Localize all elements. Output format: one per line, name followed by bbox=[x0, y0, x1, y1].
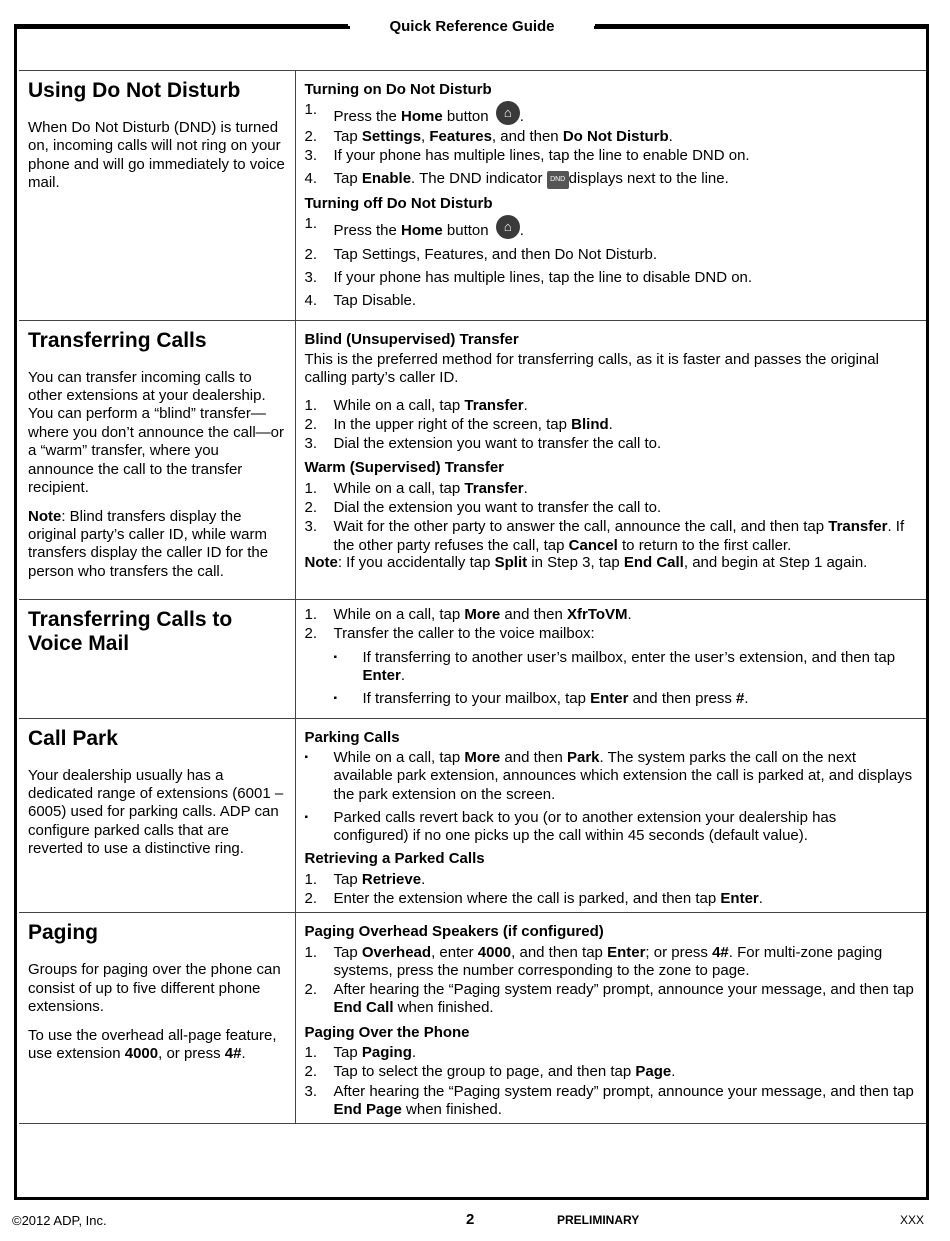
list-item: 4. Tap Enable. The DND indicator DND displays next to the line. bbox=[304, 170, 729, 188]
paging-description: Groups for paging over the phone can consist of up to five different phone extensions. bbox=[28, 961, 281, 1016]
retrieve-steps bbox=[305, 871, 915, 909]
footer-copyright: ©2012 ADP, Inc. bbox=[12, 1213, 107, 1228]
transfer-left-cell bbox=[19, 320, 295, 599]
paging-overhead-note: To use the overhead all-page feature, use extension 4000, or press 4#. bbox=[28, 1026, 277, 1062]
list-item: ▪ If transferring to another user’s mailbox, enter the user’s extension, and then tap Enter. bbox=[333, 648, 896, 685]
paging-overhead-title: Paging Overhead Speakers (if configured) bbox=[304, 923, 604, 941]
list-item: 3. Dial the extension you want to transfer the call to. bbox=[304, 435, 662, 453]
list-item: 2. In the upper right of the screen, tap Blind. bbox=[304, 415, 613, 433]
parking-bullets bbox=[305, 749, 915, 845]
transfer-split-note: Note: If you accidentally tap Split in Step 3, tap End Call, and begin at Step 1 again. bbox=[304, 553, 868, 571]
header-rule-left bbox=[14, 24, 348, 27]
blind-transfer-title: Blind (Unsupervised) Transfer bbox=[304, 330, 519, 348]
dnd-off-steps bbox=[305, 215, 915, 310]
paging-overhead-steps bbox=[305, 944, 915, 1018]
list-item: 2. Dial the extension you want to transfer the call to. bbox=[304, 499, 662, 517]
paging-left-cell bbox=[19, 913, 295, 1124]
park-right-cell bbox=[295, 718, 926, 913]
header-rule-right bbox=[595, 24, 929, 27]
list-item: ▪ While on a call, tap More and then Park. The system parks the call on the next available park extension, announces which extension the call is parked at, and displays the park extension on the screen. bbox=[304, 748, 913, 803]
list-item: 1. While on a call, tap Transfer. bbox=[304, 396, 528, 414]
home-icon: ⌂ bbox=[496, 101, 520, 125]
transfer-note: Note: Blind transfers display the original party’s caller ID, while warm transfers display the caller ID for the person who transfers the call. bbox=[28, 507, 269, 580]
list-item: 1. Press the Home button ⌂ . bbox=[304, 101, 524, 126]
footer-page-number: 2 bbox=[466, 1211, 475, 1228]
list-item: 4. Tap Disable. bbox=[304, 292, 417, 310]
list-item: 2. After hearing the “Paging system ready” prompt, announce your message, and then tap End Call when finished. bbox=[304, 981, 914, 1017]
voicemail-left-cell bbox=[19, 600, 295, 718]
park-row bbox=[19, 718, 926, 913]
dnd-row bbox=[19, 71, 926, 321]
voicemail-title: Transferring Calls to Voice Mail bbox=[28, 608, 233, 656]
paging-row bbox=[19, 913, 926, 1124]
dnd-indicator-icon: DND bbox=[547, 171, 569, 189]
park-description: Your dealership usually has a dedicated range of extensions (6001 – 6005) used for parking calls. ADP can configure parked calls that are reverted to use a distinctive ring. bbox=[28, 766, 284, 858]
list-item: ▪ If transferring to your mailbox, tap Enter and then press #. bbox=[333, 690, 749, 708]
home-icon: ⌂ bbox=[496, 215, 520, 239]
transfer-right-cell bbox=[295, 320, 926, 599]
list-item: 2. Transfer the caller to the voice mailbox: bbox=[304, 625, 595, 643]
warm-transfer-steps bbox=[305, 480, 915, 555]
list-item: ▪ Parked calls revert back to you (or to another extension your dealership has configured) if no one picks up the call within 45 seconds (default value). bbox=[304, 808, 837, 845]
list-item: 3. Wait for the other party to answer the call, announce the call, and then tap Transfer. If the other party refuses the call, tap Cancel to return to the first caller. bbox=[304, 518, 905, 554]
paging-phone-steps bbox=[305, 1044, 915, 1119]
footer-code: XXX bbox=[900, 1213, 925, 1227]
list-item: 1. While on a call, tap Transfer. bbox=[304, 479, 528, 497]
list-item: 1. Tap Retrieve. bbox=[304, 870, 426, 888]
list-item: 2. Enter the extension where the call is parked, and then tap Enter. bbox=[304, 890, 763, 907]
blind-transfer-description: This is the preferred method for transferring calls, as it is faster and passes the original calling party’s caller ID. bbox=[304, 350, 879, 387]
paging-right-cell bbox=[295, 913, 926, 1124]
warm-transfer-title: Warm (Supervised) Transfer bbox=[304, 459, 505, 477]
list-item: 3. If your phone has multiple lines, tap the line to disable DND on. bbox=[304, 269, 753, 287]
list-item: 1. Tap Paging. bbox=[304, 1044, 417, 1062]
dnd-left-cell bbox=[19, 71, 295, 321]
paging-phone-title: Paging Over the Phone bbox=[304, 1023, 470, 1041]
voicemail-steps bbox=[305, 606, 915, 644]
list-item: 1. Tap Overhead, enter 4000, and then tap Enter; or press 4#. For multi-zone paging systems, press the number corresponding to the zone to page. bbox=[304, 943, 883, 979]
footer-status: PRELIMINARY bbox=[557, 1213, 640, 1227]
voicemail-row bbox=[19, 600, 926, 718]
voicemail-right-cell bbox=[295, 600, 926, 718]
blind-transfer-steps bbox=[305, 397, 915, 454]
transfer-title: Transferring Calls bbox=[28, 328, 207, 352]
voicemail-bullets bbox=[334, 649, 915, 709]
transfer-description: You can transfer incoming calls to other extensions at your dealership. You can perform a “blind” transfer—where you don’t announce the call—or a “warm” transfer, where you announce the call to the transfer recipient. bbox=[28, 368, 284, 497]
dnd-right-cell bbox=[295, 71, 926, 321]
parking-calls-title: Parking Calls bbox=[304, 728, 400, 746]
dnd-title: Using Do Not Disturb bbox=[28, 79, 241, 102]
retrieve-title: Retrieving a Parked Calls bbox=[304, 850, 485, 868]
dnd-off-title: Turning off Do Not Disturb bbox=[304, 195, 493, 213]
dnd-description: When Do Not Disturb (DND) is turned on, incoming calls will not ring on your phone and will go immediately to voice mail. bbox=[28, 119, 285, 192]
list-item: 1. While on a call, tap More and then XfrToVM. bbox=[304, 606, 632, 624]
transfer-row bbox=[19, 320, 926, 599]
list-item: 1. Press the Home button ⌂ . bbox=[304, 215, 524, 240]
list-item: 2. Tap Settings, Features, and then Do Not Disturb. bbox=[304, 127, 673, 145]
list-item: 3. If your phone has multiple lines, tap the line to enable DND on. bbox=[304, 146, 750, 164]
dnd-on-title: Turning on Do Not Disturb bbox=[304, 81, 492, 98]
dnd-on-steps bbox=[305, 101, 915, 189]
park-title: Call Park bbox=[28, 726, 118, 750]
header-title: Quick Reference Guide bbox=[350, 18, 594, 35]
paging-title: Paging bbox=[28, 921, 99, 945]
list-item: 2. Tap Settings, Features, and then Do Not Disturb. bbox=[304, 245, 658, 263]
list-item: 2. Tap to select the group to page, and then tap Page. bbox=[304, 1063, 676, 1081]
reference-table bbox=[19, 70, 926, 1124]
list-item: 3. After hearing the “Paging system ready” prompt, announce your message, and then tap End Page when finished. bbox=[304, 1082, 914, 1118]
park-left-cell bbox=[19, 718, 295, 913]
